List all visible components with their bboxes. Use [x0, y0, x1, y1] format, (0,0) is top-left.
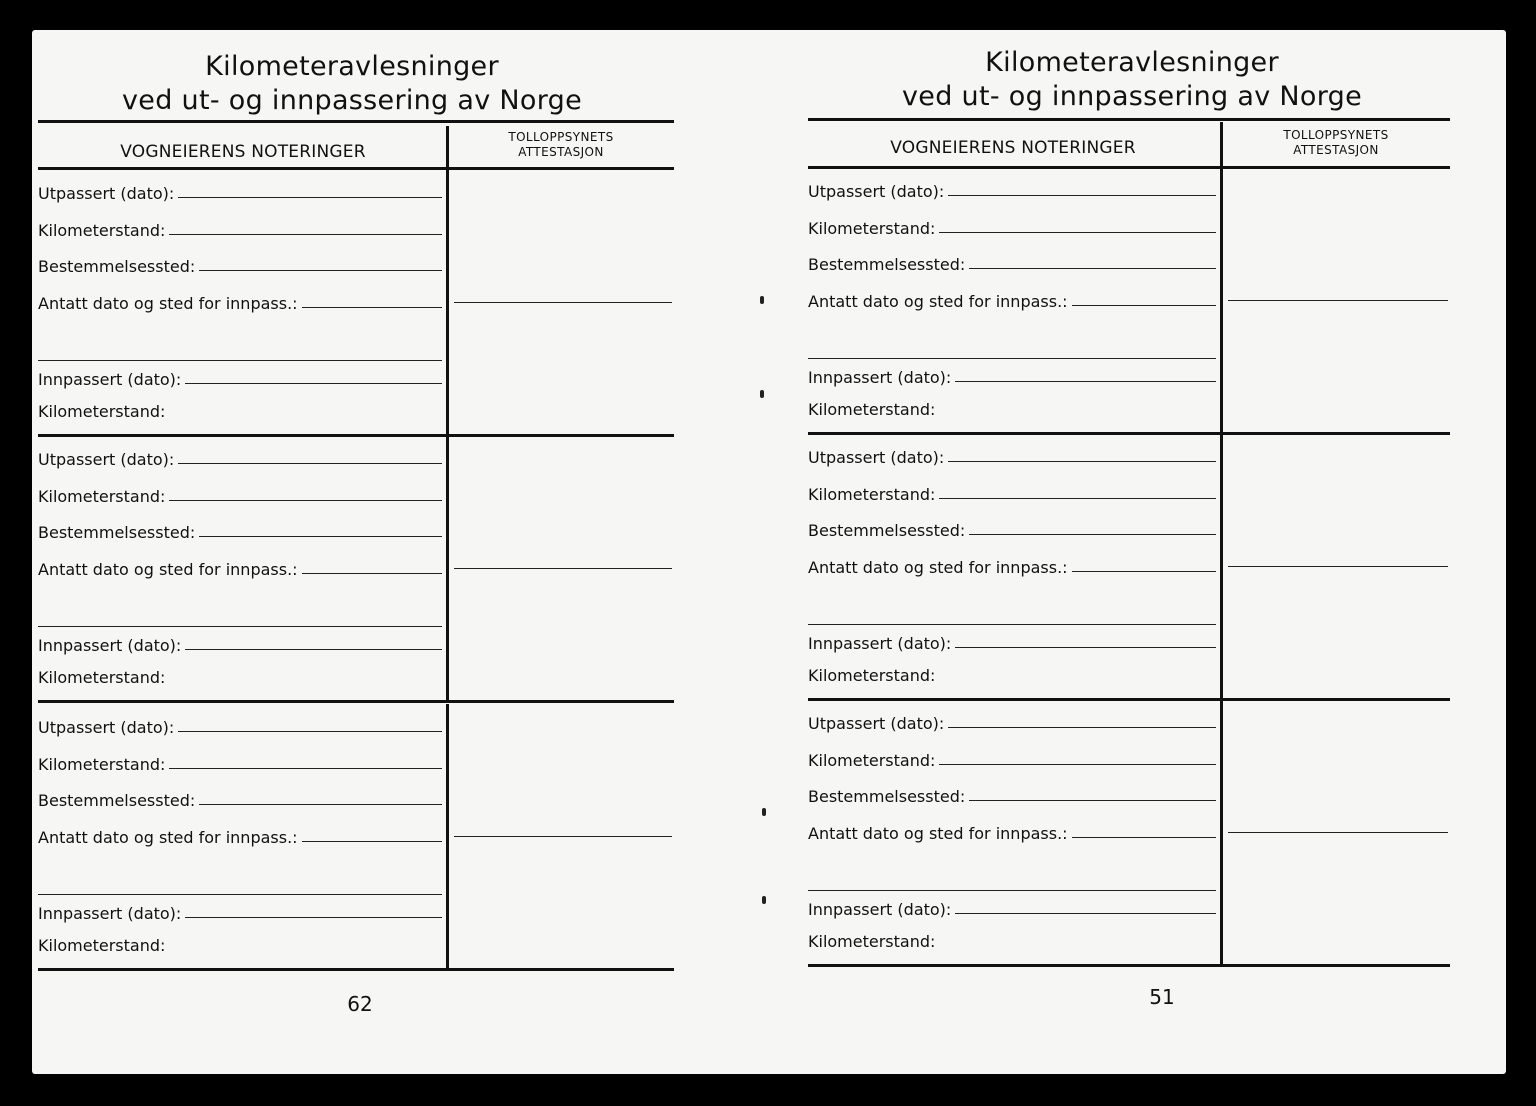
- field-label: Bestemmelsessted:: [38, 791, 196, 810]
- binding-mark: [760, 390, 764, 398]
- field-label: Innpassert (dato):: [808, 634, 952, 653]
- expected-return-continuation-line[interactable]: [808, 624, 1216, 625]
- header-top-rule: [38, 120, 674, 123]
- field-label: Antatt dato og sted for innpass.:: [808, 824, 1068, 843]
- fill-in-line: [969, 268, 1216, 269]
- field-label: Kilometerstand:: [808, 666, 936, 685]
- field-label: Kilometerstand:: [808, 485, 936, 504]
- kilometerstand-out-field[interactable]: [38, 483, 442, 507]
- kilometerstand-out-field[interactable]: [38, 217, 442, 241]
- page-title: [72, 50, 632, 118]
- expected-return-field[interactable]: [38, 556, 442, 580]
- customs-attestation-line[interactable]: [1228, 832, 1448, 833]
- innpassert-date-field[interactable]: [808, 364, 1216, 388]
- innpassert-date-field[interactable]: [38, 366, 442, 390]
- expected-return-field[interactable]: [808, 820, 1216, 844]
- destination-field[interactable]: [38, 787, 442, 811]
- destination-field[interactable]: [38, 519, 442, 543]
- customs-attestation-header: [1222, 128, 1450, 158]
- block-separator: [808, 698, 1450, 701]
- fill-in-line: [169, 500, 442, 501]
- block-separator: [808, 964, 1450, 967]
- title-line-1: Kilometeravlesninger: [985, 47, 1279, 78]
- utpassert-date-field[interactable]: [808, 444, 1216, 468]
- header-bottom-rule: [808, 166, 1450, 169]
- field-label: Utpassert (dato):: [808, 182, 945, 201]
- destination-field[interactable]: [808, 783, 1216, 807]
- expected-return-continuation-line[interactable]: [38, 894, 442, 895]
- innpassert-date-field[interactable]: [808, 630, 1216, 654]
- field-label: Kilometerstand:: [808, 932, 936, 951]
- header-column-divider: [446, 126, 449, 168]
- column-divider: [446, 170, 449, 436]
- field-label: Kilometerstand:: [38, 221, 166, 240]
- fill-in-line: [955, 913, 1216, 914]
- fill-in-line: [1072, 305, 1216, 306]
- destination-field[interactable]: [808, 251, 1216, 275]
- column-divider: [1220, 700, 1223, 966]
- kilometerstand-in-field[interactable]: [38, 664, 442, 688]
- page-number: 62: [347, 992, 373, 1016]
- fill-in-line: [185, 917, 442, 918]
- field-label: Kilometerstand:: [808, 400, 936, 419]
- fill-in-line: [969, 534, 1216, 535]
- column-divider: [446, 704, 449, 970]
- field-label: Kilometerstand:: [38, 668, 166, 687]
- customs-attestation-header: [448, 130, 674, 160]
- binding-mark: [762, 808, 766, 816]
- customs-attestation-line[interactable]: [454, 836, 672, 837]
- kilometerstand-in-field[interactable]: [808, 928, 1216, 952]
- utpassert-date-field[interactable]: [38, 446, 442, 470]
- page-number: 51: [1149, 985, 1175, 1009]
- customs-header-line-2: ATTESTASJON: [1293, 143, 1379, 157]
- expected-return-continuation-line[interactable]: [808, 358, 1216, 359]
- owner-notes-header: VOGNEIERENS NOTERINGER: [890, 138, 1136, 158]
- utpassert-date-field[interactable]: [38, 714, 442, 738]
- fill-in-line: [948, 461, 1216, 462]
- field-label: Bestemmelsessted:: [38, 523, 196, 542]
- customs-attestation-line[interactable]: [454, 568, 672, 569]
- field-label: Innpassert (dato):: [38, 904, 182, 923]
- kilometerstand-out-field[interactable]: [808, 481, 1216, 505]
- block-separator: [38, 968, 674, 971]
- title-line-1: Kilometeravlesninger: [205, 51, 499, 82]
- field-label: Kilometerstand:: [808, 751, 936, 770]
- customs-attestation-line[interactable]: [1228, 566, 1448, 567]
- field-label: Bestemmelsessted:: [808, 521, 966, 540]
- field-label: Antatt dato og sted for innpass.:: [38, 560, 298, 579]
- fill-in-line: [969, 800, 1216, 801]
- fill-in-line: [178, 463, 442, 464]
- column-divider: [1220, 168, 1223, 434]
- fill-in-line: [199, 270, 442, 271]
- fill-in-line: [178, 197, 442, 198]
- fill-in-line: [185, 383, 442, 384]
- kilometerstand-out-field[interactable]: [38, 751, 442, 775]
- fill-in-line: [178, 731, 442, 732]
- fill-in-line: [1072, 837, 1216, 838]
- customs-header-line-1: TOLLOPPSYNETS: [508, 130, 614, 144]
- block-separator: [808, 432, 1450, 435]
- innpassert-date-field[interactable]: [808, 896, 1216, 920]
- binding-mark: [760, 296, 764, 304]
- title-line-2: ved ut- og innpassering av Norge: [122, 85, 582, 116]
- right-page: [772, 30, 1506, 1074]
- fill-in-line: [1072, 571, 1216, 572]
- fill-in-line: [302, 841, 442, 842]
- expected-return-continuation-line[interactable]: [38, 626, 442, 627]
- fill-in-line: [302, 573, 442, 574]
- customs-header-line-1: TOLLOPPSYNETS: [1283, 128, 1389, 142]
- fill-in-line: [939, 498, 1216, 499]
- field-label: Antatt dato og sted for innpass.:: [808, 292, 1068, 311]
- field-label: Innpassert (dato):: [38, 636, 182, 655]
- fill-in-line: [955, 647, 1216, 648]
- expected-return-continuation-line[interactable]: [38, 360, 442, 361]
- field-label: Antatt dato og sted for innpass.:: [808, 558, 1068, 577]
- title-line-2: ved ut- og innpassering av Norge: [902, 81, 1362, 112]
- kilometerstand-out-field[interactable]: [808, 215, 1216, 239]
- left-page: [32, 30, 772, 1074]
- expected-return-field[interactable]: [38, 290, 442, 314]
- field-label: Utpassert (dato):: [808, 448, 945, 467]
- fill-in-line: [948, 195, 1216, 196]
- field-label: Innpassert (dato):: [808, 368, 952, 387]
- fill-in-line: [169, 234, 442, 235]
- field-label: Kilometerstand:: [38, 487, 166, 506]
- fill-in-line: [302, 307, 442, 308]
- field-label: Innpassert (dato):: [38, 370, 182, 389]
- field-label: Innpassert (dato):: [808, 900, 952, 919]
- field-label: Utpassert (dato):: [38, 450, 175, 469]
- fill-in-line: [939, 232, 1216, 233]
- kilometerstand-in-field[interactable]: [808, 396, 1216, 420]
- field-label: Kilometerstand:: [38, 755, 166, 774]
- customs-header-line-2: ATTESTASJON: [518, 145, 604, 159]
- expected-return-field[interactable]: [808, 554, 1216, 578]
- kilometerstand-in-field[interactable]: [38, 932, 442, 956]
- field-label: Utpassert (dato):: [808, 714, 945, 733]
- field-label: Utpassert (dato):: [38, 718, 175, 737]
- destination-field[interactable]: [38, 253, 442, 277]
- expected-return-field[interactable]: [808, 288, 1216, 312]
- utpassert-date-field[interactable]: [38, 180, 442, 204]
- utpassert-date-field[interactable]: [808, 178, 1216, 202]
- kilometerstand-in-field[interactable]: [38, 398, 442, 422]
- field-label: Bestemmelsessted:: [808, 787, 966, 806]
- fill-in-line: [939, 764, 1216, 765]
- page-title: [852, 46, 1412, 114]
- kilometerstand-out-field[interactable]: [808, 747, 1216, 771]
- field-label: Kilometerstand:: [808, 219, 936, 238]
- column-divider: [446, 436, 449, 702]
- destination-field[interactable]: [808, 517, 1216, 541]
- owner-notes-header: VOGNEIERENS NOTERINGER: [120, 142, 366, 162]
- booklet-spread: [32, 30, 1506, 1074]
- header-top-rule: [808, 118, 1450, 121]
- block-separator: [38, 700, 674, 703]
- field-label: Kilometerstand:: [38, 936, 166, 955]
- field-label: Kilometerstand:: [38, 402, 166, 421]
- innpassert-date-field[interactable]: [38, 632, 442, 656]
- block-separator: [38, 434, 674, 437]
- field-label: Bestemmelsessted:: [38, 257, 196, 276]
- field-label: Antatt dato og sted for innpass.:: [38, 828, 298, 847]
- fill-in-line: [199, 536, 442, 537]
- fill-in-line: [955, 381, 1216, 382]
- utpassert-date-field[interactable]: [808, 710, 1216, 734]
- field-label: Utpassert (dato):: [38, 184, 175, 203]
- column-divider: [1220, 434, 1223, 700]
- expected-return-field[interactable]: [38, 824, 442, 848]
- customs-attestation-line[interactable]: [1228, 300, 1448, 301]
- field-label: Bestemmelsessted:: [808, 255, 966, 274]
- header-bottom-rule: [38, 167, 674, 170]
- binding-mark: [762, 896, 766, 904]
- fill-in-line: [185, 649, 442, 650]
- fill-in-line: [169, 768, 442, 769]
- innpassert-date-field[interactable]: [38, 900, 442, 924]
- kilometerstand-in-field[interactable]: [808, 662, 1216, 686]
- expected-return-continuation-line[interactable]: [808, 890, 1216, 891]
- fill-in-line: [199, 804, 442, 805]
- header-column-divider: [1220, 122, 1223, 166]
- field-label: Antatt dato og sted for innpass.:: [38, 294, 298, 313]
- customs-attestation-line[interactable]: [454, 302, 672, 303]
- fill-in-line: [948, 727, 1216, 728]
